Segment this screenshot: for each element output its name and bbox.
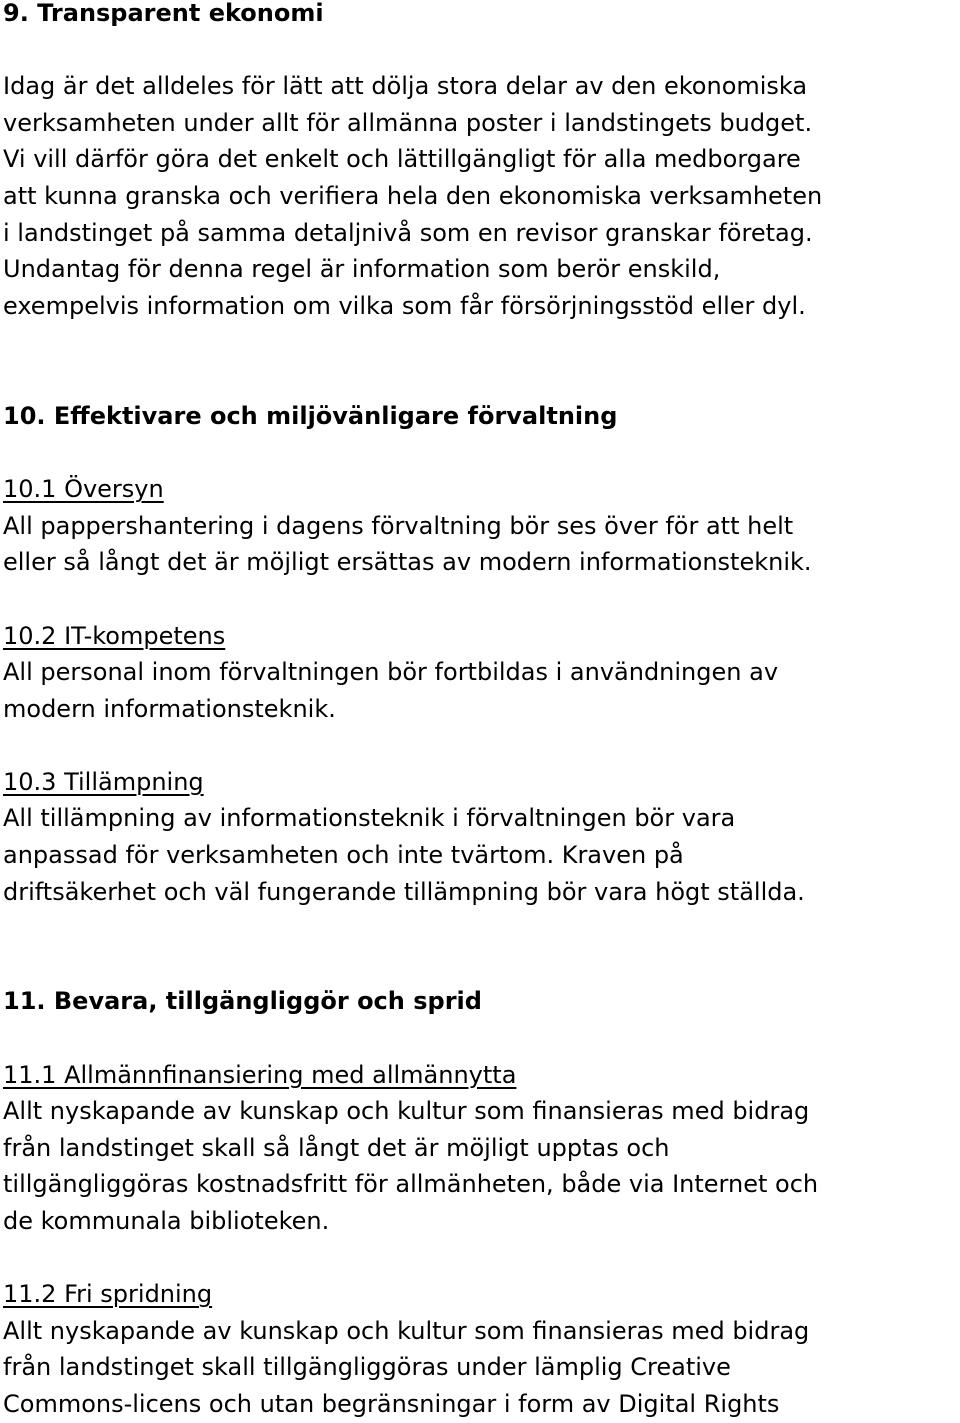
body-line: modern informationsteknik.: [3, 694, 336, 723]
section-10-heading: 10. Effektivare och miljövänligare förvaltning: [3, 401, 618, 430]
spacer: [3, 581, 958, 618]
body-line: Commons-licens och utan begränsningar i form av Digital Rights: [3, 1389, 780, 1418]
body-line: från landstinget skall tillgängliggöras under lämplig Creative: [3, 1353, 731, 1382]
spacer: [3, 324, 958, 361]
document-page: [3, 0, 958, 1423]
spacer: [3, 727, 958, 764]
body-line: All tillämpning av informationsteknik i förvaltningen bör vara: [3, 804, 736, 833]
body-line: tillgängliggöras kostnadsfritt för allmänheten, både via Internet och: [3, 1170, 819, 1199]
spacer: [3, 361, 958, 398]
spacer: [3, 910, 958, 947]
body-line: i landstinget på samma detaljnivå som en revisor granskar företag.: [3, 218, 813, 247]
spacer: [3, 947, 958, 984]
body-line: Allt nyskapande av kunskap och kultur som finansieras med bidrag: [3, 1097, 810, 1126]
subsection-11-2-title: 11.2 Fri spridning: [3, 1280, 213, 1309]
section-9-heading: 9. Transparent ekonomi: [3, 0, 324, 27]
spacer: [3, 434, 958, 471]
subsection-10-2-title: 10.2 IT-kompetens: [3, 621, 226, 650]
body-line: Idag är det alldeles för lätt att dölja stora delar av den ekonomiska: [3, 72, 808, 101]
spacer: [3, 1240, 958, 1277]
body-line: Undantag för denna regel är information som berör enskild,: [3, 255, 721, 284]
body-line: All pappershantering i dagens förvaltning bör ses över för att helt: [3, 511, 794, 540]
body-line: Allt nyskapande av kunskap och kultur som finansieras med bidrag: [3, 1316, 810, 1345]
body-line: All personal inom förvaltningen bör fortbildas i användningen av: [3, 658, 779, 687]
section-11-heading: 11. Bevara, tillgängliggör och sprid: [3, 987, 482, 1016]
subsection-10-3-title: 10.3 Tillämpning: [3, 767, 204, 796]
body-line: eller så långt det är möjligt ersättas av modern informationsteknik.: [3, 548, 812, 577]
body-line: exempelvis information om vilka som får försörjningsstöd eller dyl.: [3, 291, 806, 320]
body-line: Vi vill därför göra det enkelt och lättillgängligt för alla medborgare: [3, 145, 801, 174]
spacer: [3, 1020, 958, 1057]
body-line: driftsäkerhet och väl fungerande tillämpning bör vara högt ställda.: [3, 877, 805, 906]
subsection-11-1-title: 11.1 Allmännfinansiering med allmännytta: [3, 1060, 517, 1089]
body-line: verksamheten under allt för allmänna poster i landstingets budget.: [3, 108, 813, 137]
body-line: att kunna granska och verifiera hela den ekonomiska verksamheten: [3, 181, 823, 210]
body-line: från landstinget skall så långt det är möjligt upptas och: [3, 1133, 670, 1162]
spacer: [3, 32, 958, 69]
body-line: anpassad för verksamheten och inte tvärtom. Kraven på: [3, 841, 684, 870]
body-line: de kommunala biblioteken.: [3, 1207, 330, 1235]
subsection-10-1-title: 10.1 Översyn: [3, 475, 164, 504]
